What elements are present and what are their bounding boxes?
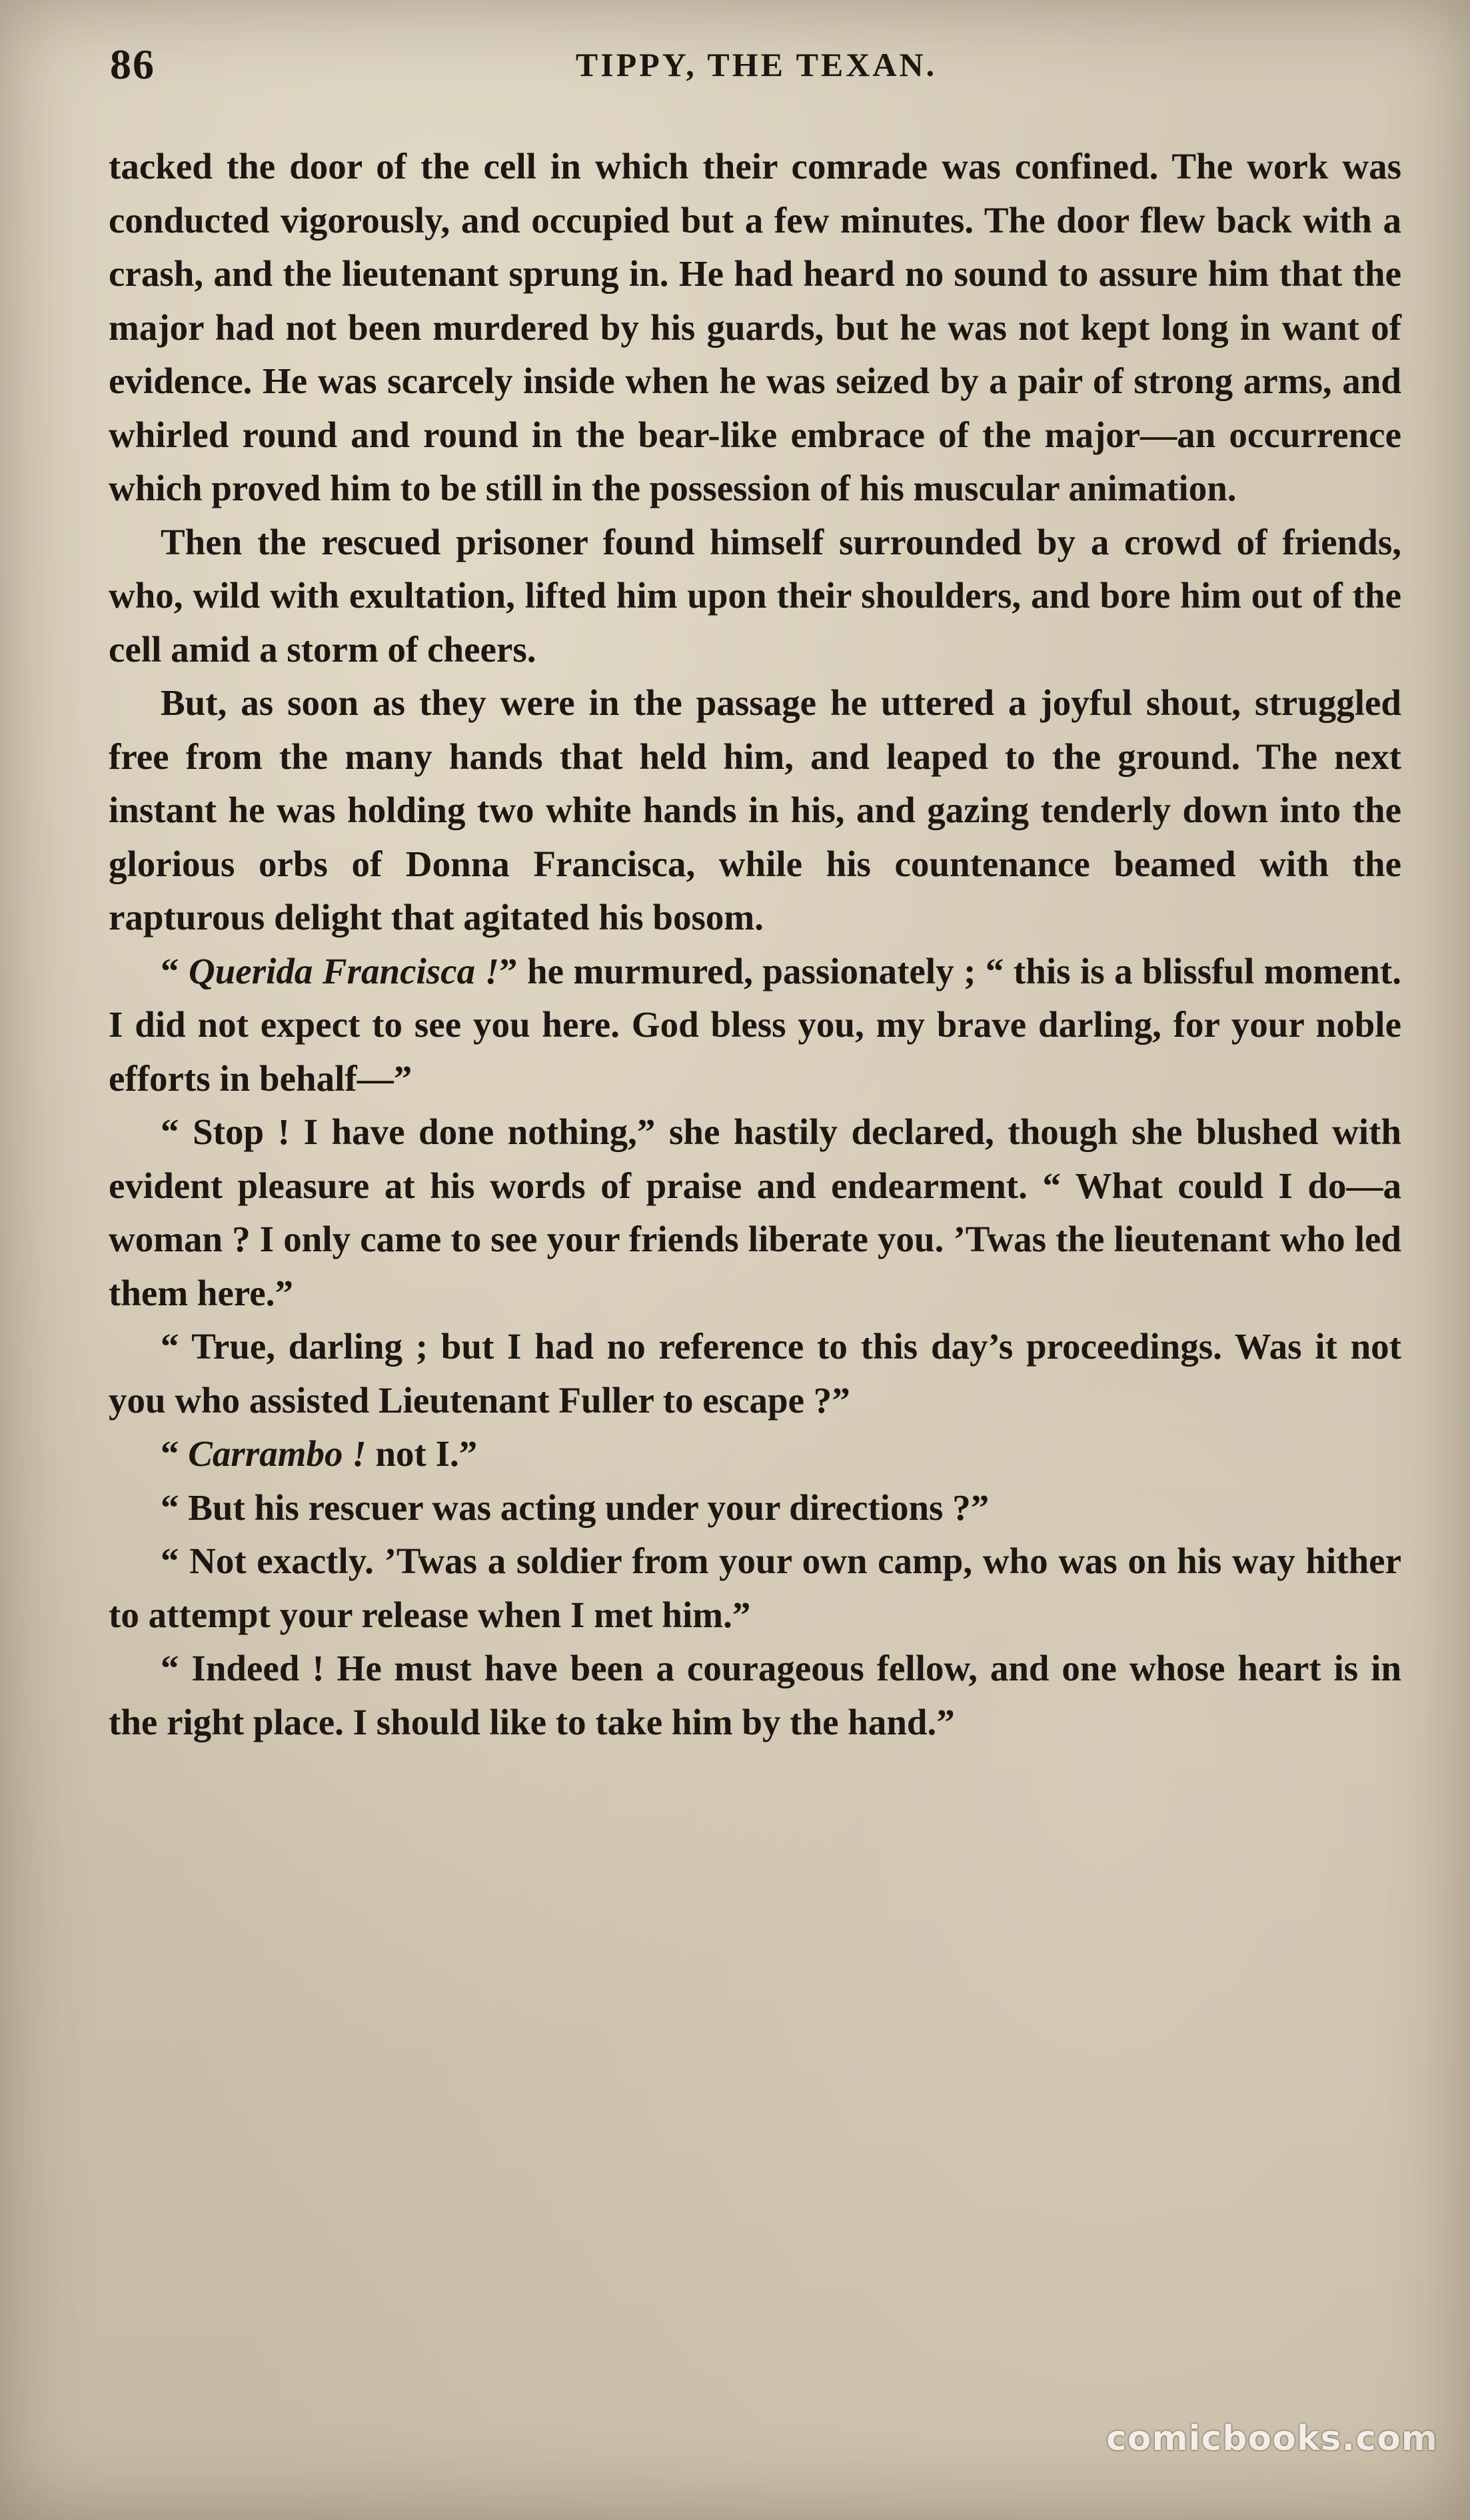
body-text: [109, 140, 1401, 1749]
paragraph-5: “ Stop ! I have done nothing,” she hastily declared, though she blushed with evident pleasure at his words of praise and endearment. “ What could I do—a woman ? I only came to see your friends liberate you. ’Twas the lieutenant who led them here.”: [109, 1111, 1401, 1313]
paragraph-7-italic: Carrambo !: [188, 1433, 367, 1474]
running-head: TIPPY, THE TEXAN.: [575, 46, 938, 83]
paragraph-1: tacked the door of the cell in which their comrade was confined. The work was conducted vigorously, and occupied but a few minutes. The door flew back with a crash, and the lieutenant sprung in. He had heard no sound to assure him that the major had not been murdered by his guards, but he was not kept long in want of evidence. He was scarcely inside when he was seized by a pair of strong arms, and whirled round and round in the bear-like embrace of the major—an occurrence which proved him to be still in the possession of his muscular animation.: [109, 146, 1401, 508]
paragraph-4-italic: Querida Francisca !: [189, 950, 499, 991]
paragraph-4-text: ” he murmured, passionately ; “ this is a blissful moment. I did not expect to see you here. God bless you, my brave darling, for your noble efforts in behalf—”: [109, 950, 1401, 1099]
paragraph-4: [109, 945, 1401, 1106]
paragraph-6: “ True, darling ; but I had no reference to this day’s proceedings. Was it not you who assisted Lieutenant Fuller to escape ?”: [109, 1326, 1401, 1421]
paragraph-10: “ Indeed ! He must have been a courageous fellow, and one whose heart is in the right place. I should like to take him by the hand.”: [109, 1648, 1401, 1742]
paragraph-7-open-quote: “: [161, 1433, 189, 1474]
paragraph-8: “ But his rescuer was acting under your directions ?”: [161, 1487, 990, 1528]
page-number: 86: [110, 41, 155, 88]
paragraph-9: “ Not exactly. ’Twas a soldier from your own camp, who was on his way hither to attempt your release when I met him.”: [109, 1541, 1401, 1635]
paragraph-4-open-quote: “: [161, 950, 189, 991]
paragraph-2: Then the rescued prisoner found himself surrounded by a crowd of friends, who, wild with exultation, lifted him upon their shoulders, and bore him out of the cell amid a storm of cheers.: [109, 521, 1401, 670]
paragraph-7: [109, 1427, 1401, 1481]
page-header: [110, 40, 1403, 100]
paragraph-7-text: not I.”: [366, 1433, 478, 1474]
watermark: comicbooks.com: [1105, 2419, 1438, 2459]
paragraph-3: But, as soon as they were in the passage he uttered a joyful shout, struggled free from the many hands that held him, and leaped to the ground. The next instant he was holding two white hands in his, and gazing tenderly down into the glorious orbs of Donna Francisca, while his countenance beamed with the rapturous delight that agitated his bosom.: [109, 682, 1401, 938]
